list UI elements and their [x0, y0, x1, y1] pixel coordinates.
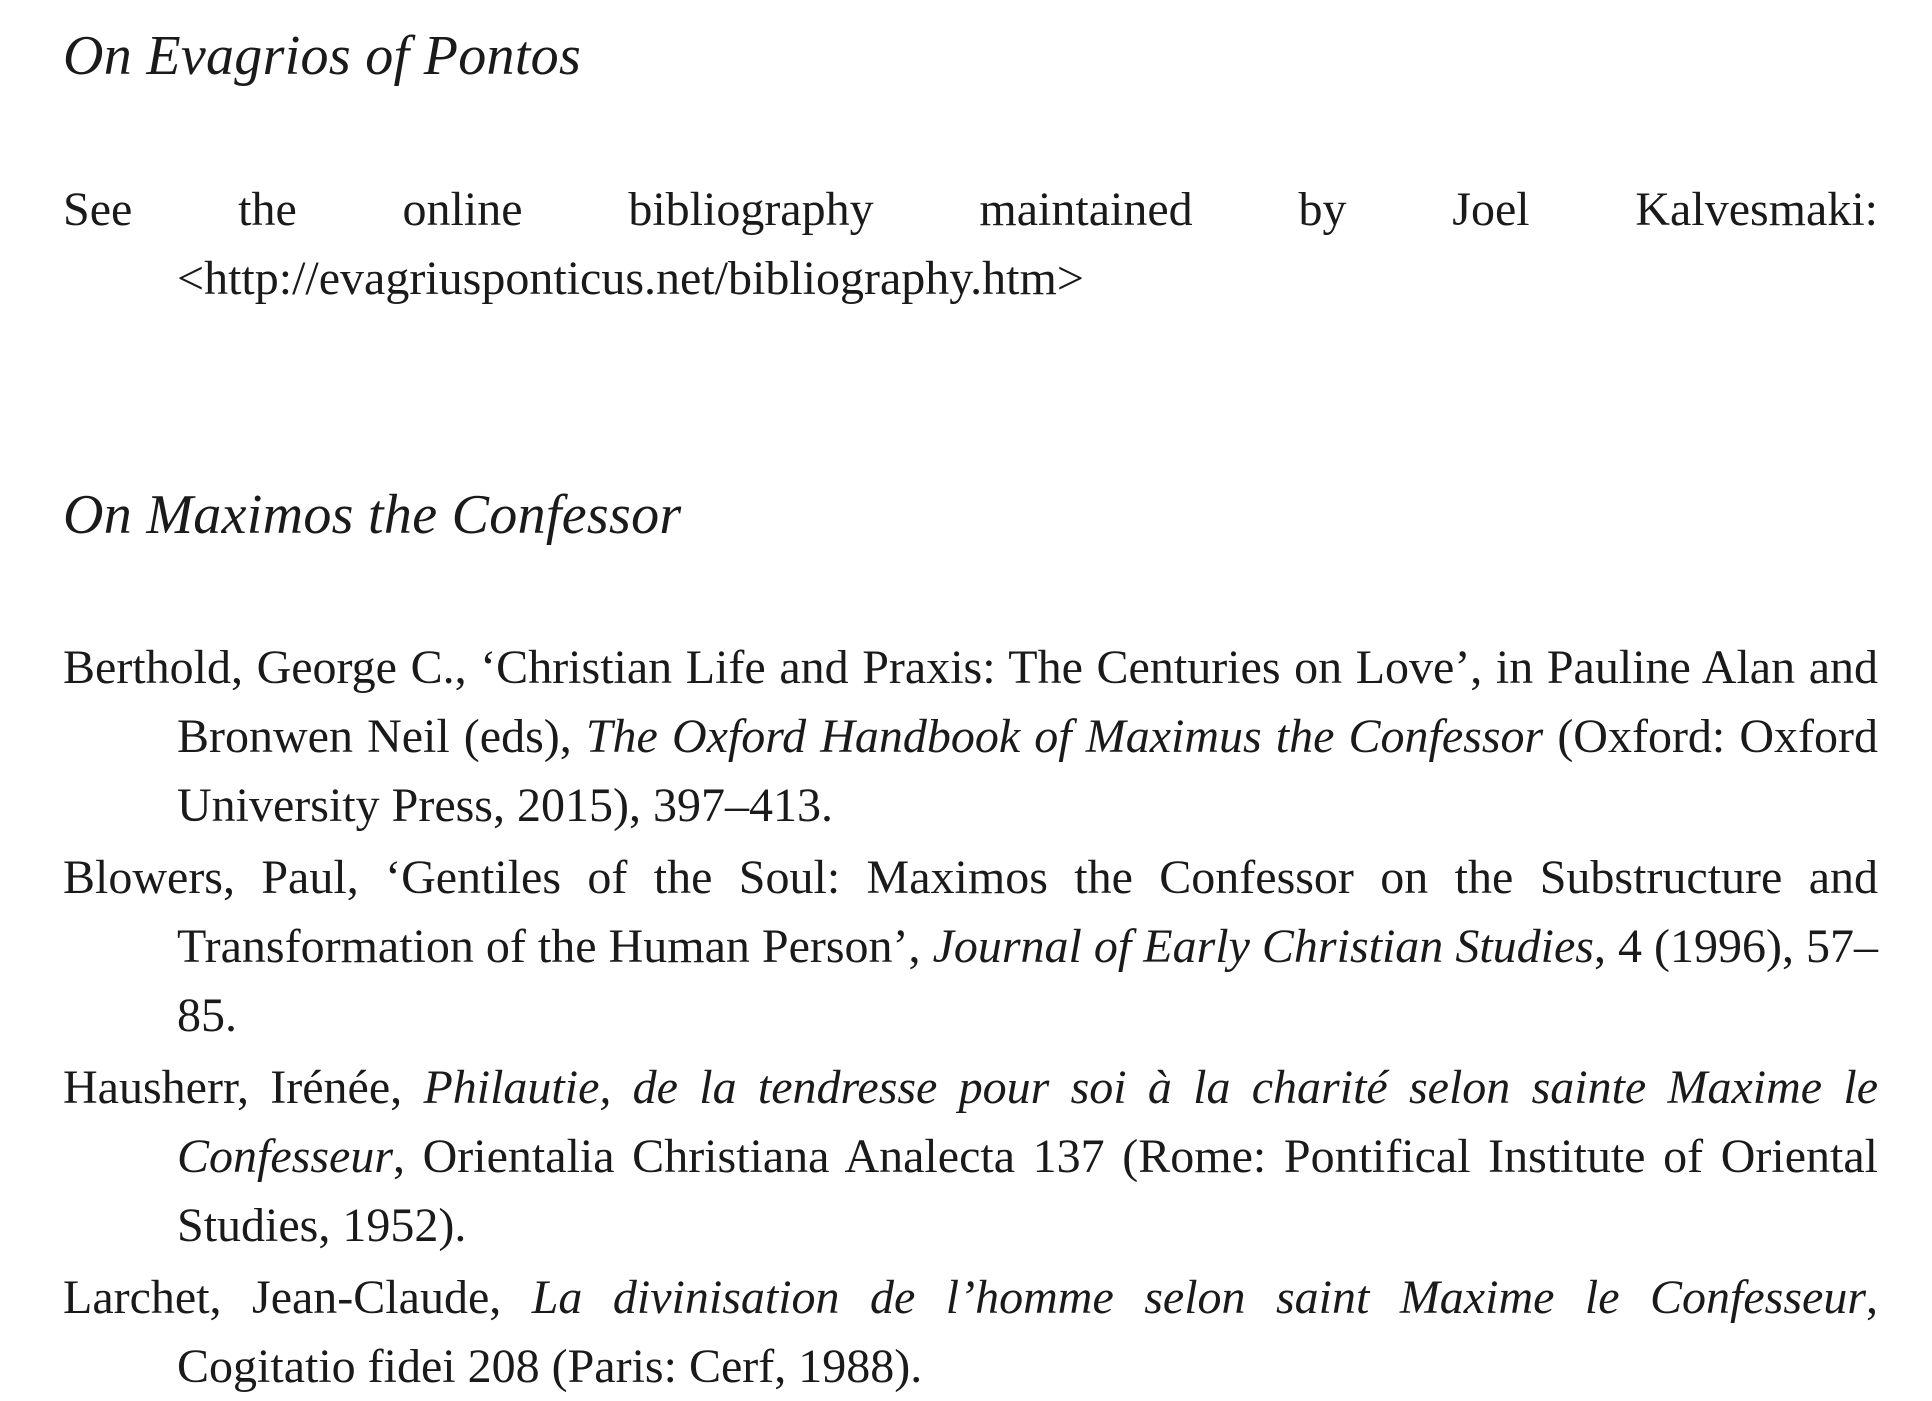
bibliography-entry-blowers	[63, 843, 1878, 1050]
bibliography-entry-kalvesmaki: See the online bibliography maintained by Joel Kalvesmaki: <http://evagriusponticus.net/bibliography.htm>	[63, 183, 1878, 305]
entry-text: , Cogitatio fidei 208 (Paris: Cerf, 1988).	[177, 1271, 1878, 1393]
entry-title: The Oxford Handbook of Maximus the Confessor	[585, 710, 1544, 763]
bibliography-entry-larchet	[63, 1263, 1878, 1401]
entry-text: Berthold, George C., ‘Christian Life and Praxis: The Centuries on Love’, in Pauline Alan and Bronwen Neil (eds),	[63, 641, 1878, 763]
entry-title: Journal of Early Christian Studies	[932, 920, 1594, 973]
bibliography-entry-hausherr	[63, 1053, 1878, 1260]
entry-text: , 4 (1996), 57–85.	[177, 920, 1879, 1042]
entry-text: Hausherr, Irénée,	[63, 1061, 424, 1114]
entry-text: (Oxford: Oxford University Press, 2015), 397–413.	[177, 710, 1878, 832]
bibliography-entry-berthold	[63, 633, 1878, 840]
entry-text: , Orientalia Christiana Analecta 137 (Rome: Pontifical Institute of Oriental Studies, 1952).	[177, 1130, 1878, 1252]
entry-text: Larchet, Jean-Claude,	[63, 1271, 532, 1324]
entry-text: Blowers, Paul, ‘Gentiles of the Soul: Maximos the Confessor on the Substructure and Transformation of the Human Person’,	[63, 851, 1878, 973]
entry-title: Philautie, de la tendresse pour soi à la charité selon sainte Maxime le Confesseur	[177, 1061, 1878, 1183]
section-heading-evagrios: On Evagrios of Pontos	[63, 25, 582, 87]
entry-title: La divinisation de l’homme selon saint Maxime le Confesseur	[531, 1271, 1866, 1324]
section-heading-maximos: On Maximos the Confessor	[63, 484, 682, 546]
